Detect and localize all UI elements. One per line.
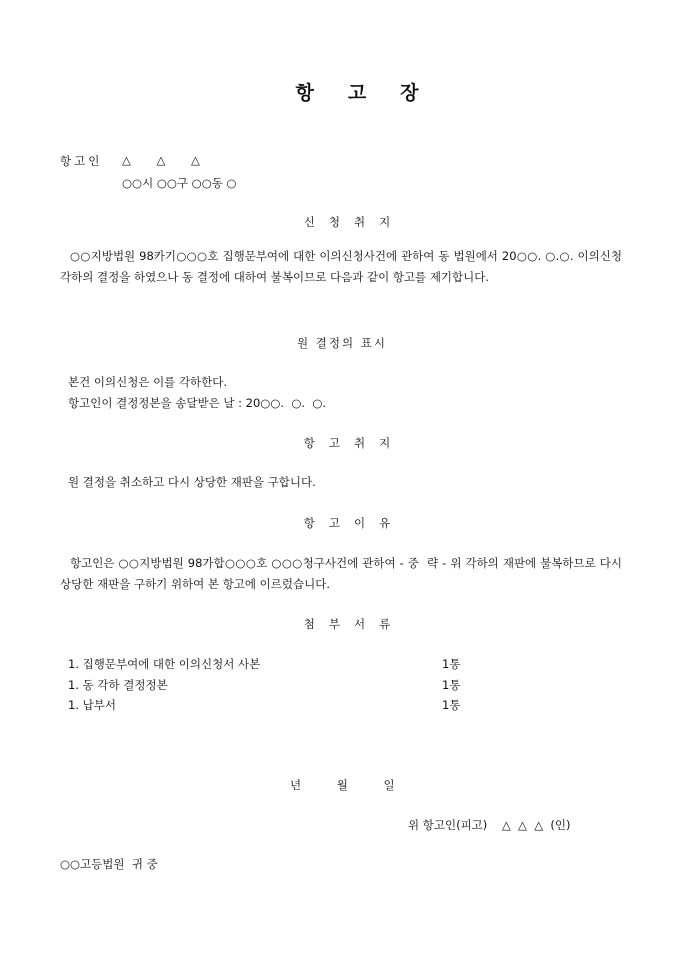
attachment-name: 1. 납부서 [68,698,116,712]
attachment-name: 1. 동 각하 결정정본 [68,678,168,692]
attachment-name: 1. 집행문부여에 대한 이의신청서 사본 [68,657,261,671]
appeal-reason-heading: 항고이유 [303,516,405,530]
original-decision-heading: 원 결정의 표시 [297,336,387,350]
date-line: 년 월 일 [290,778,395,792]
attachment-qty: 1통 [442,657,461,671]
original-decision-line1: 본건 이의신청은 이를 각하한다. [68,375,228,389]
attachments-heading: 첨부서류 [303,617,405,631]
application-purpose-heading: 신청취지 [303,215,405,229]
appeal-purpose-heading: 항고취지 [303,436,405,450]
appellant-label: 항고인 [60,154,103,168]
signature-line: 위 항고인(피고) △ △ △ (인) [408,818,571,832]
attachment-qty: 1통 [442,698,461,712]
court-addressee: ○○고등법원 귀 중 [60,857,158,871]
appeal-reason-text: 항고인은 ○○지방법원 98가합○○○호 ○○○청구사건에 관하여 - 중 략 - 위 각하의 재판에 불복하므로 다시 상당한 재판을 구하기 위하여 본 항고에 이르렀습니다. [60,556,626,591]
appeal-purpose-text: 원 결정을 취소하고 다시 상당한 재판을 구합니다. [68,475,316,489]
appellant-name: △ △ △ [122,153,200,167]
original-decision-line2: 항고인이 결정정본을 송달받은 날 : 20○○. ○. ○. [68,396,327,410]
document-title: 항고장 [295,82,453,104]
attachment-qty: 1통 [442,678,461,692]
appellant-address: ○○시 ○○구 ○○동 ○ [122,176,237,190]
application-purpose-text: ○○지방법원 98카기○○○호 집행문부여에 대한 이의신청사건에 관하여 동 법원에서 20○○. ○.○. 이의신청 각하의 결정을 하였으나 동 결정에 대하여 불복이므로 다음과 같이 항고를 제기합니다. [60,249,622,284]
